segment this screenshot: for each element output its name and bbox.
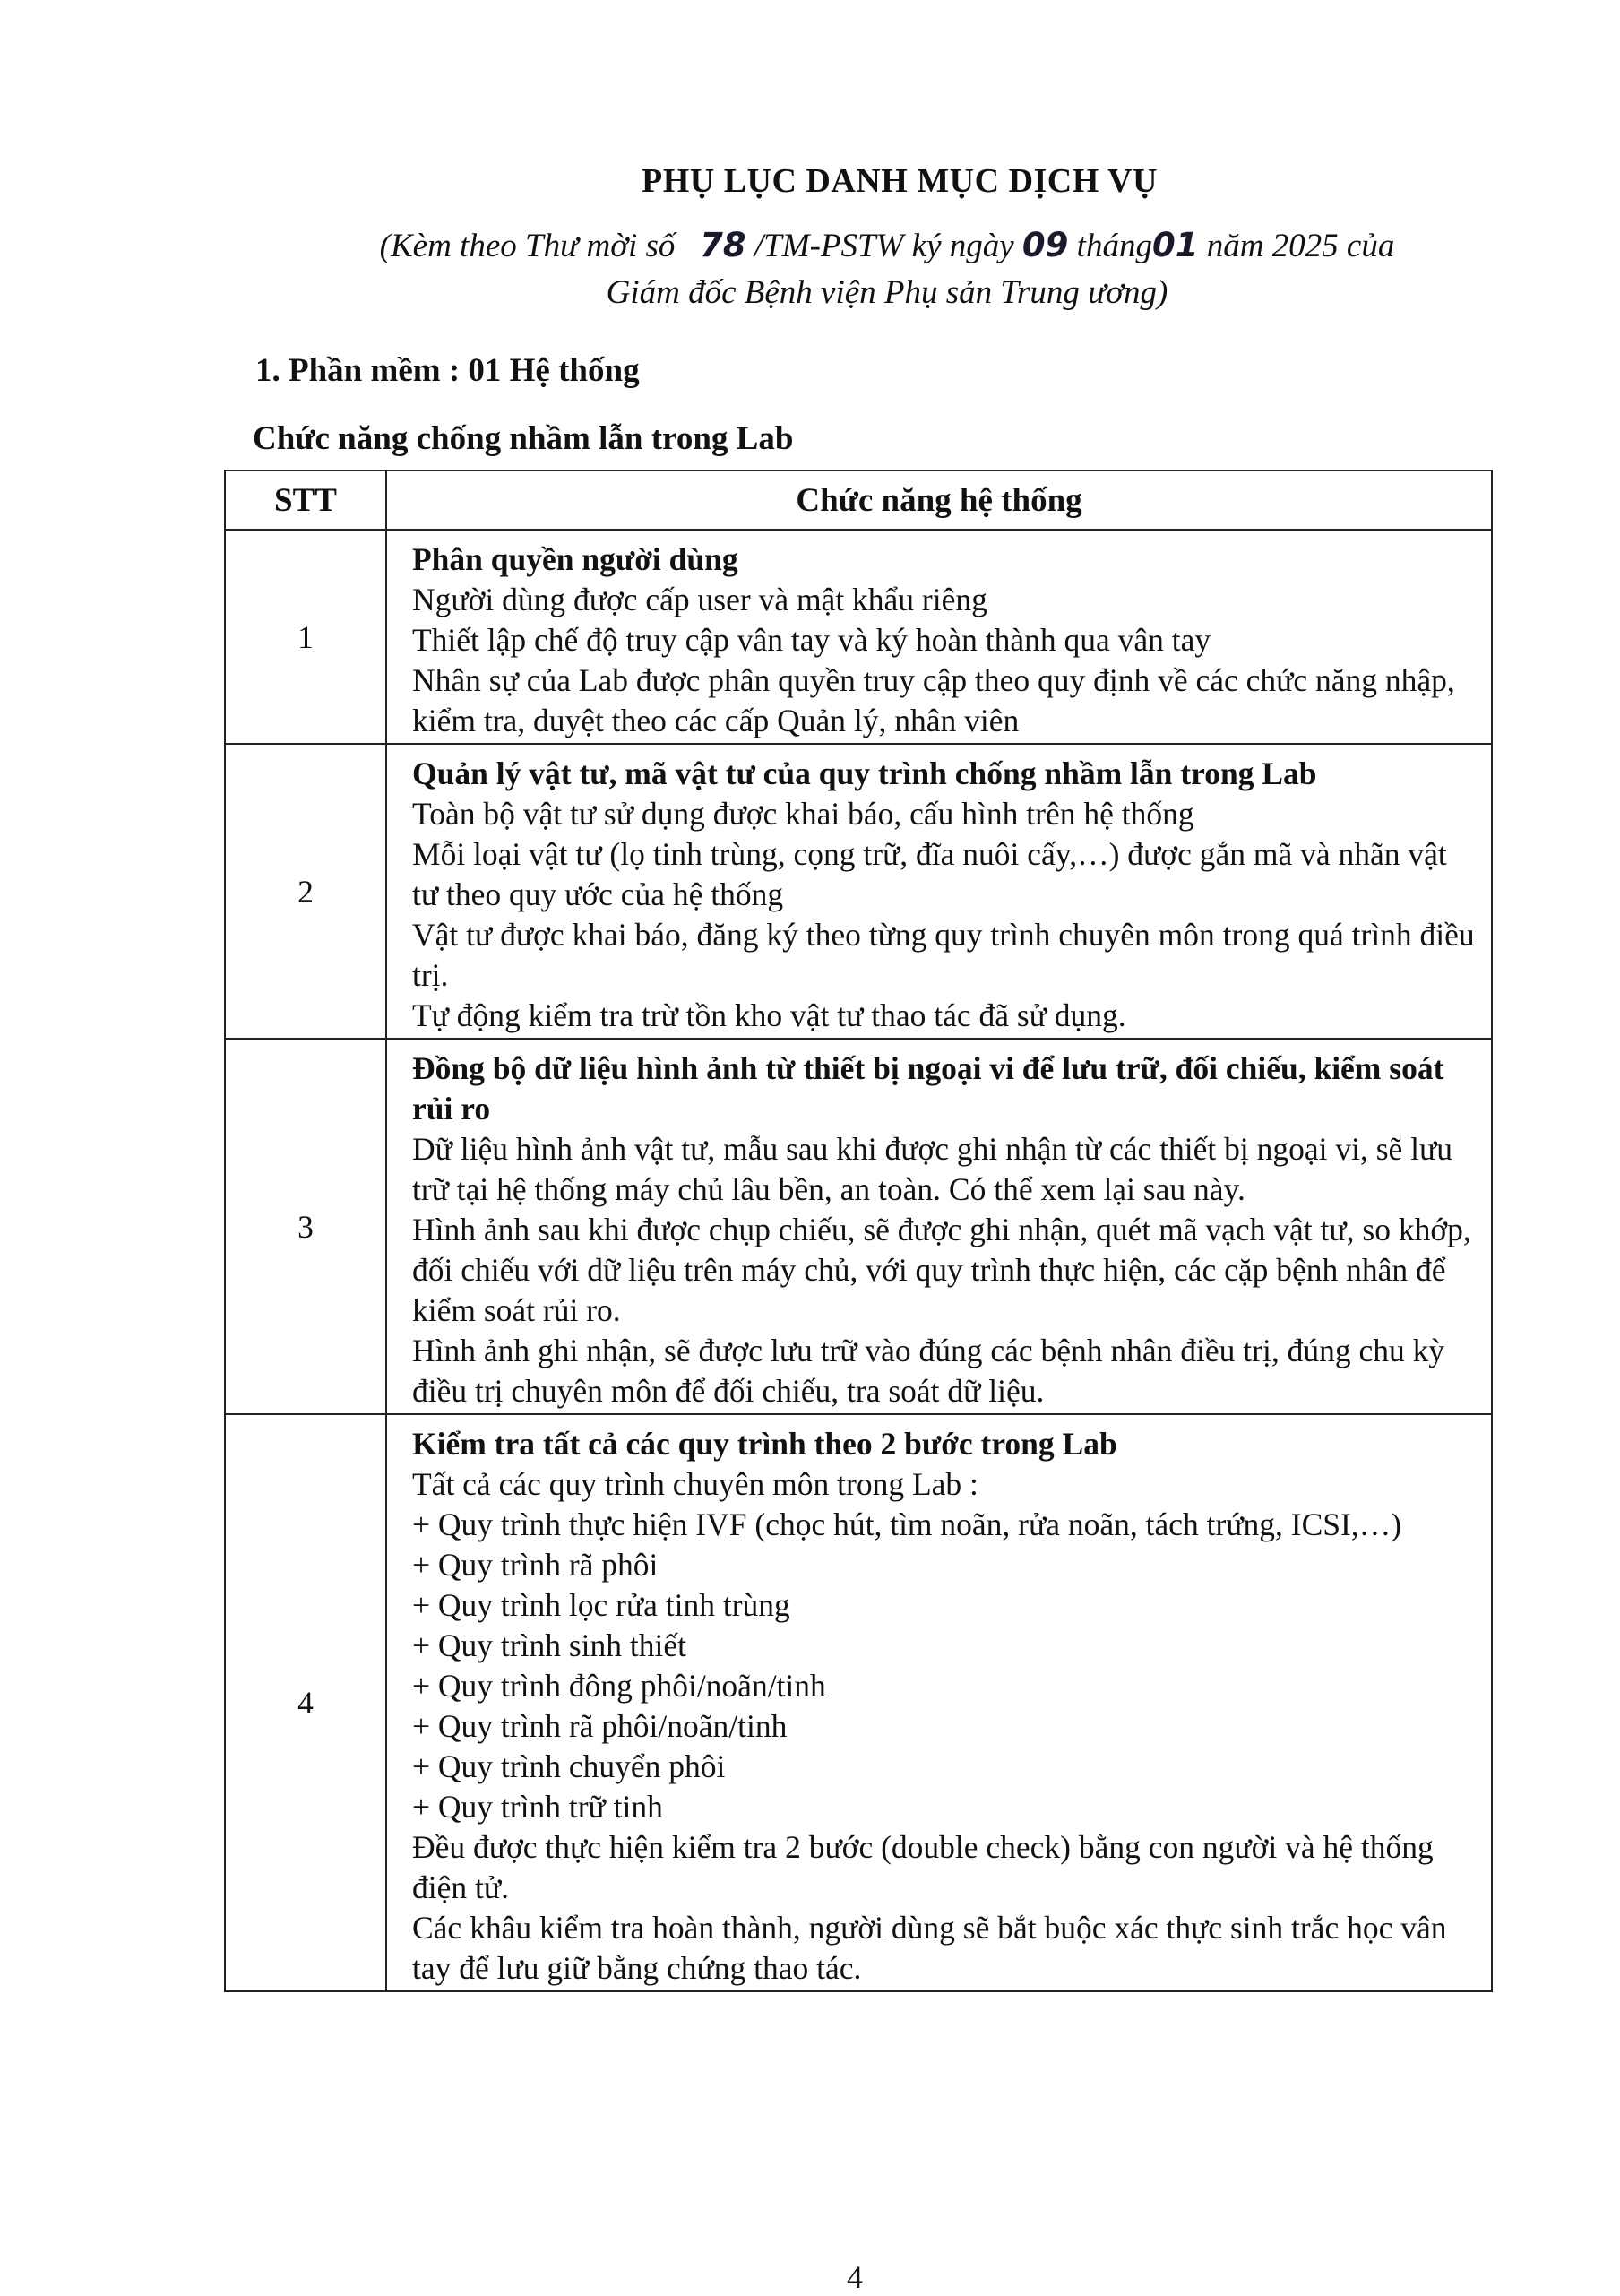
row-line: + Quy trình lọc rửa tinh trùng xyxy=(412,1587,790,1623)
row-number: 3 xyxy=(225,1039,386,1414)
document-title: PHỤ LỤC DANH MỤC DỊCH VỤ xyxy=(641,162,1158,200)
row-content xyxy=(386,744,1492,1039)
row-line: Đều được thực hiện kiểm tra 2 bước (double check) bằng con người và hệ thống điện tử. xyxy=(412,1829,1434,1905)
row-title: Quản lý vật tư, mã vật tư của quy trình chống nhầm lẫn trong Lab xyxy=(412,755,1317,791)
row-title: Kiểm tra tất cả các quy trình theo 2 bước trong Lab xyxy=(412,1426,1117,1462)
subtitle-text-2: /TM-PSTW ký ngày xyxy=(754,228,1014,264)
row-line: Thiết lập chế độ truy cập vân tay và ký hoàn thành qua vân tay xyxy=(412,622,1211,658)
page-number: 4 xyxy=(847,2259,863,2295)
row-line: + Quy trình rã phôi xyxy=(412,1547,659,1583)
handwritten-day: 09 xyxy=(1021,226,1069,264)
section-heading: 1. Phần mềm : 01 Hệ thống xyxy=(255,352,640,389)
table-row xyxy=(225,530,1492,744)
column-header-stt: STT xyxy=(225,470,386,530)
row-number: 2 xyxy=(225,744,386,1039)
subtitle-text-3: tháng xyxy=(1076,228,1152,264)
subtitle-text-4: năm 2025 của xyxy=(1206,228,1395,264)
row-content xyxy=(386,1039,1492,1414)
column-header-function: Chức năng hệ thống xyxy=(386,470,1492,530)
table-header-row xyxy=(225,470,1492,530)
table-caption: Chức năng chống nhầm lẫn trong Lab xyxy=(253,420,794,457)
row-line: Người dùng được cấp user và mật khẩu riêng xyxy=(412,582,987,617)
row-content xyxy=(386,530,1492,744)
row-number: 1 xyxy=(225,530,386,744)
row-line: + Quy trình sinh thiết xyxy=(412,1627,686,1663)
row-line: Mỗi loại vật tư (lọ tinh trùng, cọng trữ, đĩa nuôi cấy,…) được gắn mã và nhãn vật tư theo quy ước của hệ thống xyxy=(412,836,1447,912)
subtitle-text-1: (Kèm theo Thư mời số xyxy=(379,228,676,264)
table-row xyxy=(225,1039,1492,1414)
row-line: + Quy trình trữ tinh xyxy=(412,1789,663,1825)
row-line: Nhân sự của Lab được phân quyền truy cập theo quy định về các chức năng nhập, kiểm tra, duyệt theo các cấp Quản lý, nhân viên xyxy=(412,662,1455,738)
function-table xyxy=(224,470,1493,1992)
subtitle-line-2: Giám đốc Bệnh viện Phụ sản Trung ương) xyxy=(606,274,1168,311)
row-line: Tự động kiểm tra trừ tồn kho vật tư thao tác đã sử dụng. xyxy=(412,997,1126,1033)
row-number: 4 xyxy=(225,1414,386,1991)
handwritten-month: 01 xyxy=(1151,226,1199,264)
row-line: + Quy trình thực hiện IVF (chọc hút, tìm noãn, rửa noãn, tách trứng, ICSI,…) xyxy=(412,1506,1402,1542)
row-title: Đồng bộ dữ liệu hình ảnh từ thiết bị ngoại vi để lưu trữ, đối chiếu, kiểm soát rủi ro xyxy=(412,1050,1444,1126)
row-line: Toàn bộ vật tư sử dụng được khai báo, cấu hình trên hệ thống xyxy=(412,796,1194,832)
row-line: + Quy trình chuyển phôi xyxy=(412,1748,726,1784)
table-row xyxy=(225,1414,1492,1991)
table-row xyxy=(225,744,1492,1039)
row-line: + Quy trình rã phôi/noãn/tinh xyxy=(412,1708,788,1744)
row-line: + Quy trình đông phôi/noãn/tinh xyxy=(412,1668,826,1704)
row-line: Tất cả các quy trình chuyên môn trong Lab : xyxy=(412,1466,978,1502)
row-line: Các khâu kiểm tra hoàn thành, người dùng sẽ bắt buộc xác thực sinh trắc học vân tay để lưu giữ bằng chứng thao tác. xyxy=(412,1910,1447,1986)
row-line: Hình ảnh sau khi được chụp chiếu, sẽ được ghi nhận, quét mã vạch vật tư, so khớp, đối chiếu với dữ liệu trên máy chủ, với quy trình thực hiện, các cặp bệnh nhân để kiểm soát rủi ro. xyxy=(412,1212,1471,1328)
row-title: Phân quyền người dùng xyxy=(412,541,738,577)
row-line: Vật tư được khai báo, đăng ký theo từng quy trình chuyên môn trong quá trình điều trị. xyxy=(412,917,1475,993)
document-subtitle xyxy=(269,222,1505,316)
row-line: Hình ảnh ghi nhận, sẽ được lưu trữ vào đúng các bệnh nhân điều trị, đúng chu kỳ điều trị chuyên môn để đối chiếu, tra soát dữ liệu. xyxy=(412,1333,1445,1409)
row-content xyxy=(386,1414,1492,1991)
handwritten-number: 78 xyxy=(700,226,746,264)
row-line: Dữ liệu hình ảnh vật tư, mẫu sau khi được ghi nhận từ các thiết bị ngoại vi, sẽ lưu trữ tại hệ thống máy chủ lâu bền, an toàn. Có thể xem lại sau này. xyxy=(412,1131,1453,1207)
